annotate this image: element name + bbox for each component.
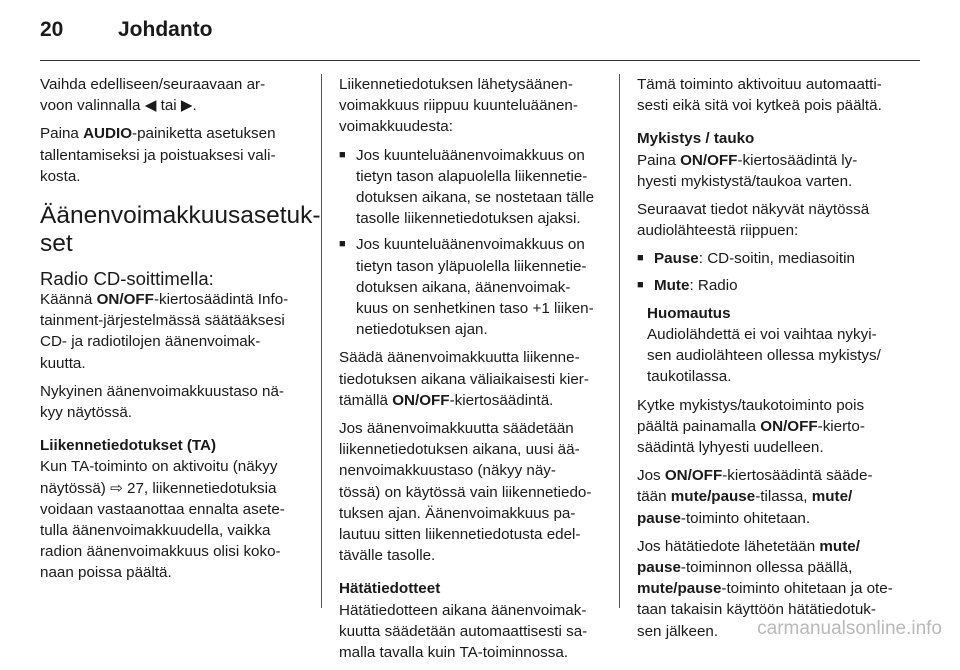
text: -painiketta asetuksen tallentamiseksi ja poistuaksesi vali- kosta. [40,125,276,185]
bullet-square-icon: ■ [339,238,346,251]
text: Paina [40,125,84,143]
list-item [339,145,607,230]
list-item [339,234,607,340]
paragraph [40,289,308,374]
note-box [637,303,913,388]
column-1 [40,74,321,591]
text: Jos [637,467,665,485]
text: -kiertosäädintä ly- hyesti mykistystä/taukoa varten. [637,151,858,190]
bullet-square-icon: ■ [637,252,644,265]
paragraph: Vaihda edelliseen/seuraavaan ar- voon valinnalla ◀ tai ▶. [40,76,266,115]
text: : CD-soitin, mediasoitin [698,250,855,268]
paragraph [637,395,913,459]
text: -kiertosäädintä Info- tainment-järjestelmässä säätääksesi CD- ja radiotilojen äänenvoimak- kuutta. [40,291,289,372]
text: Kytke mykistys/taukotoiminto pois päältä painamalla [637,396,865,435]
on-off-label: ON/OFF [392,391,450,409]
text: Jos kuunteluäänenvoimakkuus on tietyn tason alapuolella liikennetie- dotuksen aikana, se nostetaan tälle tasolle liikennetiedotuksen ajaksi. [356,146,595,228]
column-divider-2 [619,74,620,608]
list-item [637,275,913,296]
on-off-label: ON/OFF [760,417,818,435]
page-header [40,18,920,48]
audio-button-label: AUDIO [83,125,133,143]
emergency-heading: Hätätiedotteet [339,580,441,598]
text: -kierto- säädintä lyhyesti uudelleen. [637,417,865,457]
text: Käännä [40,291,97,309]
on-off-label: ON/OFF [680,151,738,169]
text: Säädä äänenvoimakkuutta liikenne- tiedotuksen aikana väliaikaisesti kier- tämällä [339,349,589,409]
mute-pause-label: mute/ pause [637,537,860,577]
text: -tilassa, [755,488,812,506]
text: Jos kuunteluäänenvoimakkuus on tietyn tason yläpuolella liikennetie- dotuksen aikana, äänenvoimak- kuus on senhetkinen taso +1 liiken- netiedotuksen ajan. [356,236,594,339]
bullet-square-icon: ■ [637,278,644,291]
column-divider-1 [321,74,322,608]
watermark: carmanualsonline.info [757,618,942,639]
paragraph: Hätätiedotteen aikana äänenvoimak- kuutta säädetään automaattisesti sa- malla tavalla kuin TA-toiminnossa. [339,601,588,662]
header-rule [40,60,920,61]
paragraph: Liikennetiedotuksen lähetysäänen- voimakkuus riippuu kuunteluäänen- voimakkuudesta: [339,76,578,136]
mute-label: Mute [654,276,690,294]
list-item [637,248,913,269]
subsection-heading: Radio CD-soittimella: [40,268,214,290]
section-heading: Äänenvoimakkuusasetuk- set [40,202,321,258]
ta-heading: Liikennetiedotukset (TA) [40,437,217,455]
bullet-list [637,248,913,295]
bullet-list [339,145,607,341]
text: -toiminto ohitetaan ja ote- taan takaisin käyttöön hätätiedotuk- sen jälkeen. [637,580,893,640]
paragraph [637,150,913,192]
note-title: Huomautus [647,304,731,322]
on-off-label: ON/OFF [664,467,723,485]
note-text: Audiolähdettä ei voi vaihtaa nykyi- sen audiolähteen ollessa mykistys/ taukotilassa. [647,326,881,386]
text: -kiertosäädintä sääde- tään [637,467,873,506]
on-off-label: ON/OFF [96,291,154,309]
text: -kiertosäädintä. [449,391,554,409]
paragraph: Kun TA-toiminto on aktivoitu (näkyy näytössä) ⇨ 27, liikennetiedotuksia voidaan vastaanottaa ennalta asete- tulla äänenvoimakkuudella, vaikka radion äänenvoimakkuus olisi koko- naan poissa päältä. [40,458,285,582]
paragraph: Tämä toiminto aktivoituu automaatti- sesti eikä sitä voi kytkeä pois päältä. [637,76,882,115]
column-2 [339,74,607,670]
paragraph: Nykyinen äänenvoimakkuustaso nä- kyy näytössä. [40,382,284,422]
page-number: 20 [40,18,64,41]
paragraph [40,123,308,187]
text: Paina [637,151,681,169]
mute-pause-label: mute/ pause [637,488,853,527]
column-3 [637,74,913,649]
paragraph [339,347,607,411]
paragraph: Seuraavat tiedot näkyvät näytössä audiolähteestä riippuen: [637,201,870,240]
text: -toiminnon ollessa päällä, [680,559,853,577]
paragraph: Jos äänenvoimakkuutta säädetään liikennetiedotuksen aikana, uusi ää- nenvoimakkuustaso (näkyy näy- tössä) on käytössä vain liikennetiedo- tuksen ajan. Äänenvoimakkuus pa- lautuu sitten liikennetiedotusta edel- tävälle tasolle. [339,420,592,565]
mute-pause-label: mute/pause [670,488,756,506]
text: -toiminto ohitetaan. [680,509,811,527]
paragraph [637,465,913,529]
page-title: Johdanto [118,18,213,41]
bullet-square-icon: ■ [339,148,346,161]
text: : Radio [689,276,738,294]
pause-label: Pause [654,250,699,268]
text: Jos hätätiedote lähetetään [637,537,820,555]
mute-heading: Mykistys / tauko [637,130,755,148]
mute-pause-label: mute/pause [637,580,722,598]
